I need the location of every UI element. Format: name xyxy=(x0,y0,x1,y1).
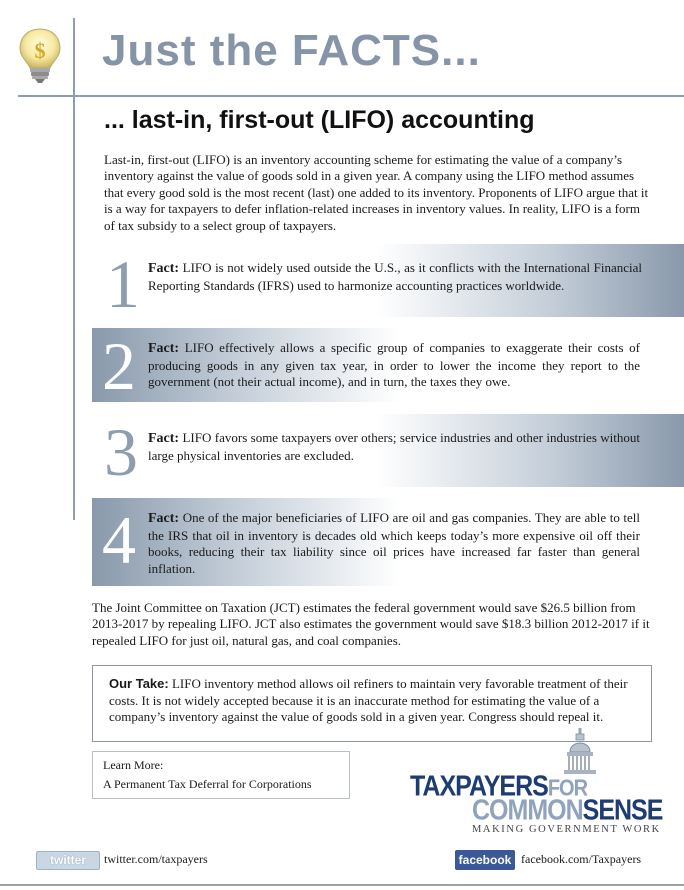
logo-tagline: MAKING GOVERNMENT WORK xyxy=(472,824,661,835)
page-subtitle: ... last-in, first-out (LIFO) accounting xyxy=(104,106,535,134)
fact-label-3: Fact: xyxy=(148,431,180,446)
logo-common: COMMON xyxy=(472,794,583,827)
fact-band-4 xyxy=(92,498,684,586)
fact-label-4: Fact: xyxy=(148,511,180,526)
intro-paragraph: Last-in, first-out (LIFO) is an inventory accounting scheme for estimating the value of a company’s inventory against the value of goods sold in a given year. A company using the LIFO method assumes that every good sold is the most recent (last) one added to its inventory. Proponents of LIFO argue that it is a way for taxpayers to defer inflation-related increases in inventory values. In reality, LIFO is a form of tax subsidy to a select group of taxpayers. xyxy=(104,152,649,233)
logo-sense: SENSE xyxy=(582,794,663,827)
facebook-link[interactable]: facebook.com/Taxpayers xyxy=(521,852,642,866)
fact-number-2: 2 xyxy=(102,328,136,404)
fact-band-3 xyxy=(92,414,684,490)
facebook-icon[interactable]: facebook xyxy=(455,850,515,870)
page-title: Just the FACTS... xyxy=(102,26,481,75)
fact-label-1: Fact: xyxy=(148,261,180,276)
fact-text-3 xyxy=(148,430,640,464)
fact-body-2: LIFO effectively allows a specific group of companies to exaggerate their costs of producing goods in any given tax year, in order to lower the income they report to the government (not their actual income), and in turn, the taxes they owe. xyxy=(148,340,641,390)
lightbulb-dollar-icon xyxy=(16,26,64,84)
fact-number-4: 4 xyxy=(102,502,136,578)
twitter-icon[interactable]: twitter xyxy=(36,851,100,870)
taxpayers-logo[interactable] xyxy=(408,728,663,840)
logo-for: FOR xyxy=(547,775,588,802)
learn-more-link[interactable]: A Permanent Tax Deferral for Corporations xyxy=(103,777,312,791)
twitter-link[interactable]: twitter.com/taxpayers xyxy=(104,852,208,866)
fact-band-1 xyxy=(92,244,684,322)
fact-body-1: LIFO is not widely used outside the U.S., as it conflicts with the International Financial Reporting Standards (IFRS) used to harmonize accounting practices worldwide. xyxy=(148,260,642,293)
fact-body-3: LIFO favors some taxpayers over others; service industries and other industries without large physical inventories are excluded. xyxy=(148,430,640,463)
capitol-dome-icon xyxy=(556,728,604,774)
logo-taxpayers: TAXPAYERS xyxy=(410,770,548,803)
footer-divider xyxy=(0,884,684,886)
fact-text-2 xyxy=(148,340,640,391)
our-take-label: Our Take: xyxy=(109,676,169,691)
our-take-body: LIFO inventory method allows oil refiners to maintain very favorable treatment of their costs. It is not widely accepted because it is an inaccurate method for estimating the value of a company’s inventory against the value of goods sold in a given year. Congress should repeal it. xyxy=(109,676,628,725)
frame-vertical-line xyxy=(73,18,75,520)
frame-horizontal-line xyxy=(18,95,684,97)
fact-number-1: 1 xyxy=(106,246,140,322)
fact-band-2 xyxy=(92,328,684,402)
logo-line-2 xyxy=(472,794,662,827)
learn-more-title: Learn More: xyxy=(103,758,164,772)
learn-more-box xyxy=(92,751,350,799)
fact-number-3: 3 xyxy=(104,414,138,490)
jct-paragraph: The Joint Committee on Taxation (JCT) estimates the federal government would save $26.5 billion from 2013-2017 by repealing LIFO. JCT also estimates the government would save $18.3 billion 2012-2017 if it repealed LIFO for just oil, natural gas, and coal companies. xyxy=(92,600,650,648)
svg-text:$: $ xyxy=(34,38,46,63)
our-take-text xyxy=(109,676,637,726)
fact-text-1 xyxy=(148,260,642,294)
fact-body-4: One of the major beneficiaries of LIFO are oil and gas companies. They are able to tell the IRS that oil in inventory is decades old which keeps today’s more expensive oil off their books, reducing their tax liability since oil prices have increased far faster than general inflation. xyxy=(148,510,641,576)
fact-label-2: Fact: xyxy=(148,341,180,356)
fact-text-4 xyxy=(148,510,640,577)
